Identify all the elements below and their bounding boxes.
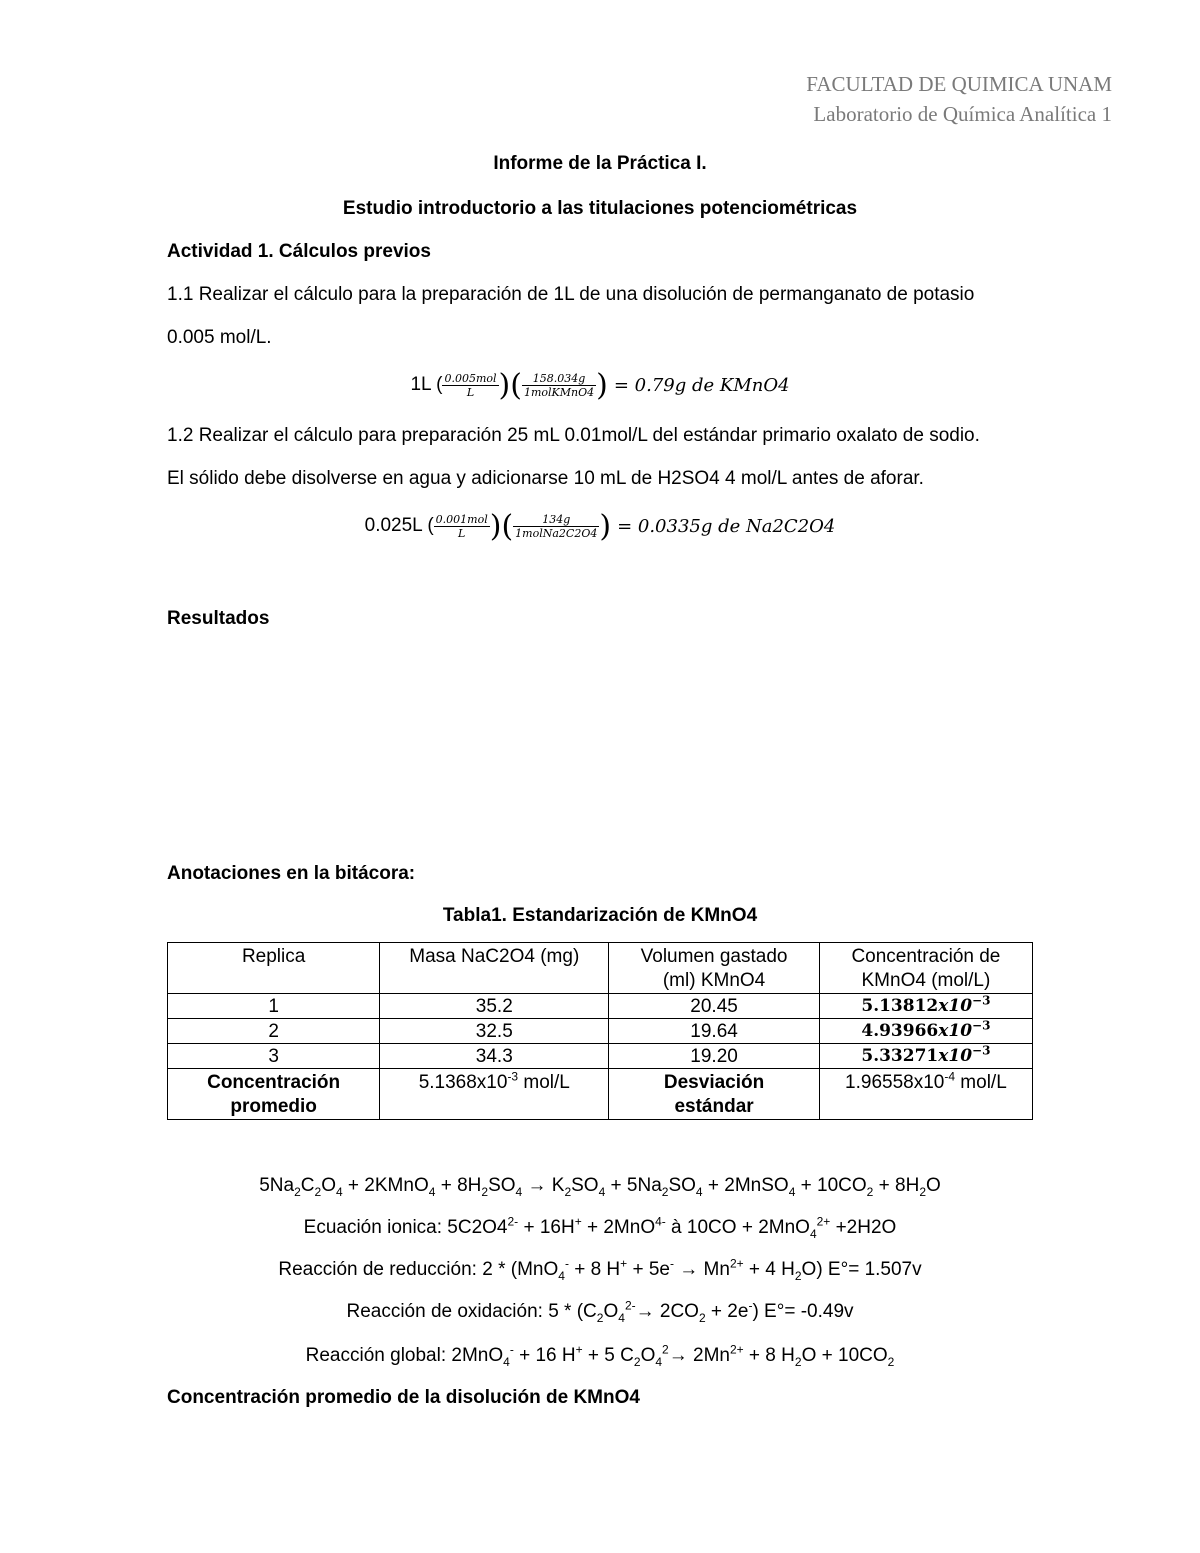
eq1-close-paren-2: )	[596, 367, 608, 403]
eq2-lead: 0.025L (	[364, 515, 434, 536]
average-label-line2: promedio	[230, 1096, 317, 1117]
cell-average-value	[380, 1069, 609, 1120]
cell-concentration-times: x10	[938, 1046, 973, 1066]
stddev-label-line2: estándar	[674, 1096, 754, 1117]
eq1-fraction-concentration	[442, 372, 498, 399]
paragraph-1-1-cont: 0.005 mol/L.	[167, 327, 272, 348]
eq1-frac1-numerator: 0.005mol	[444, 371, 497, 385]
cell-concentration	[819, 994, 1032, 1019]
paragraph-1-1: 1.1 Realizar el cálculo para la preparación de 1L de una disolución de permanganato de potasio	[167, 284, 975, 305]
header-lab: Laboratorio de Química Analítica 1	[813, 102, 1112, 126]
eq2-close-paren: )	[489, 508, 502, 544]
eq1-frac2-denominator: 1molKMnO4	[523, 385, 595, 399]
stddev-value-exponent: -4	[944, 1069, 956, 1084]
report-title: Informe de la Práctica I.	[493, 153, 707, 174]
header-volume-line1: Volumen gastado	[640, 946, 788, 967]
header-volume	[609, 943, 820, 994]
header-concentration-line1: Concentración de	[851, 946, 1001, 967]
cell-volume: 19.20	[609, 1044, 820, 1069]
eq2-frac2-numerator: 134g	[513, 513, 599, 527]
equation-oxalate-mass	[0, 503, 1200, 549]
header-mass: Masa NaC2O4 (mg)	[380, 943, 609, 994]
header-concentration	[819, 943, 1032, 994]
cell-replica: 3	[168, 1044, 380, 1069]
cell-average-label	[168, 1069, 380, 1120]
eq1-fraction-molar-mass	[522, 372, 596, 399]
average-label-line1: Concentración	[207, 1072, 341, 1093]
cell-concentration	[819, 1019, 1032, 1044]
cell-stddev-label	[609, 1069, 820, 1120]
average-value-mantissa: 5.1368x10	[418, 1072, 508, 1093]
eq2-frac2-denominator: 1molNa2C2O4	[515, 526, 598, 540]
cell-stddev-value	[819, 1069, 1032, 1120]
paragraph-1-2: 1.2 Realizar el cálculo para preparación 25 mL 0.01mol/L del estándar primario oxalato de sodio.	[167, 425, 980, 446]
eq1-frac1-denominator: L	[466, 385, 475, 399]
cell-mass: 32.5	[380, 1019, 609, 1044]
cell-concentration-mantissa: 4.93966	[861, 1021, 939, 1041]
header-replica: Replica	[168, 943, 380, 994]
eq1-open-paren: (	[510, 367, 522, 403]
cell-volume: 20.45	[609, 994, 820, 1019]
eq2-open-paren: (	[501, 508, 514, 544]
paragraph-1-2-cont: El sólido debe disolverse en agua y adicionarse 10 mL de H2SO4 4 mol/L antes de aforar.	[167, 468, 924, 489]
equation-kmno4-mass	[0, 362, 1200, 408]
cell-volume: 19.64	[609, 1019, 820, 1044]
average-value-exponent: -3	[507, 1069, 519, 1084]
table-caption: Tabla1. Estandarización de KMnO4	[442, 905, 758, 926]
cell-concentration	[819, 1044, 1032, 1069]
eq2-frac1-numerator: 0.001mol	[435, 512, 488, 526]
table-row	[168, 1044, 1033, 1069]
eq1-frac2-numerator: 158.034g	[522, 372, 596, 386]
cell-concentration-exponent: −3	[972, 1043, 991, 1058]
table-header-row	[168, 943, 1033, 994]
activity-heading: Actividad 1. Cálculos previos	[167, 241, 431, 262]
cell-concentration-mantissa: 5.13812	[861, 996, 939, 1016]
header-faculty: FACULTAD DE QUIMICA UNAM	[806, 72, 1112, 96]
header-volume-line2: (ml) KMnO4	[662, 970, 766, 991]
cell-concentration-times: x10	[938, 1021, 973, 1041]
results-heading: Resultados	[167, 608, 270, 629]
reaction-global: Reacción global: 2MnO$_4$- + 16 H+ + 5 $C_2O_4^2\to 2Mn^{2+} + 8$ $H_2O + 10CO_2$	[305, 1342, 895, 1369]
cell-concentration-times: x10	[938, 996, 973, 1016]
table-summary-row	[168, 1069, 1033, 1120]
eq2-close-paren-2: )	[599, 508, 612, 544]
cell-concentration-mantissa: 5.33271	[861, 1046, 939, 1066]
eq2-frac1-denominator: L	[458, 526, 466, 540]
eq1-close-paren: )	[498, 367, 511, 403]
eq2-fraction-concentration	[434, 513, 490, 540]
final-heading: Concentración promedio de la disolución de KMnO4	[167, 1387, 640, 1408]
cell-replica: 2	[168, 1019, 380, 1044]
stddev-label-line1: Desviación	[663, 1072, 765, 1093]
table-row	[168, 1019, 1033, 1044]
notes-heading: Anotaciones en la bitácora:	[167, 863, 416, 884]
header-concentration-line2: KMnO4 (mol/L)	[861, 970, 991, 991]
reaction-oxidation: Reacción de oxidación: $5 * (C_2O_4^{2-}\to 2CO_2 + 2e^-)$ E°= -0.49v	[346, 1298, 854, 1325]
average-value-unit: mol/L	[518, 1072, 570, 1093]
reaction-molecular: $5Na_2C_2O_4$ + 2KMnO$_4$ + $8H_2SO_4 \to K_2SO_4 + 5Na_2SO_4$ + 2MnSO$_4$ + $10CO_2 + 8H_2O$	[259, 1175, 941, 1199]
stddev-value-mantissa: 1.96558x10	[845, 1072, 945, 1093]
report-subtitle: Estudio introductorio a las titulaciones potenciométricas	[342, 198, 858, 219]
cell-mass: 34.3	[380, 1044, 609, 1069]
eq2-fraction-molar-mass	[513, 513, 599, 540]
stddev-value-unit: mol/L	[955, 1072, 1007, 1093]
standardization-table	[167, 942, 1033, 1120]
cell-concentration-exponent: −3	[972, 1018, 991, 1033]
reaction-reduction: Reacción de reducción: 2 * (MnO$_4$- + 8 $H^+ + 5e^- \to Mn^{2+} + 4$ $H_2O$) E°= 1.507v	[278, 1256, 922, 1283]
eq1-lead: 1L (	[410, 374, 443, 395]
eq1-result: = 0.79g de KMnO4	[613, 374, 790, 396]
eq2-result: = 0.0335g de Na2C2O4	[617, 515, 836, 537]
cell-concentration-exponent: −3	[972, 993, 991, 1008]
reaction-ionic: Ecuación ionica: $5C2O4^{2-} + 16H^+ + 2MnO^{4-}$ à 10CO + 2MnO$_4^{2+}$ +2H2O	[303, 1214, 897, 1241]
cell-mass: 35.2	[380, 994, 609, 1019]
table-row	[168, 994, 1033, 1019]
cell-replica: 1	[168, 994, 380, 1019]
